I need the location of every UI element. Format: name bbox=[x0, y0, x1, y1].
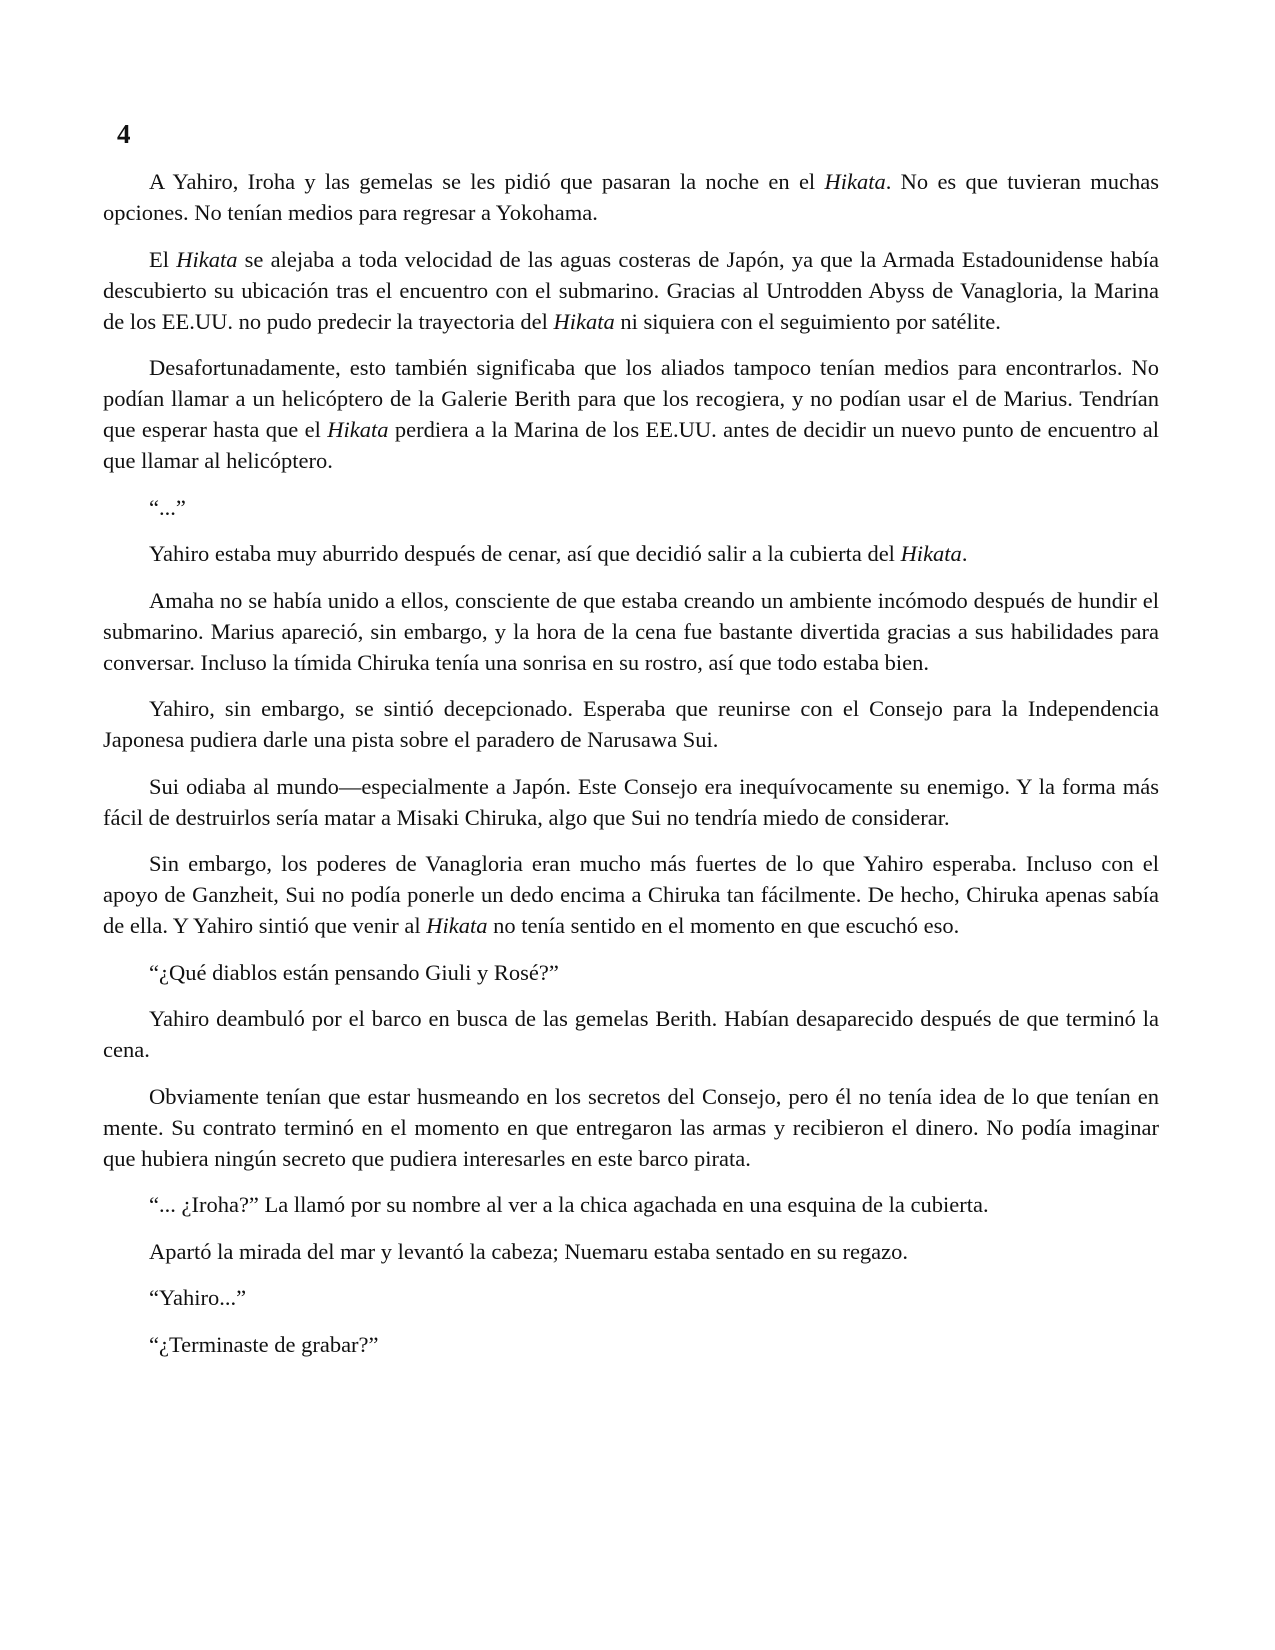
text-run: “¿Qué diablos están pensando Giuli y Rosé?” bbox=[149, 959, 559, 985]
paragraph bbox=[103, 848, 1159, 941]
italic-text: Hikata bbox=[176, 246, 238, 272]
text-run: ni siquiera con el seguimiento por satélite. bbox=[614, 308, 1001, 334]
text-run: “Yahiro...” bbox=[149, 1285, 247, 1310]
paragraph bbox=[103, 1236, 1159, 1267]
text-run: “...” bbox=[149, 494, 186, 520]
text-run: Yahiro estaba muy aburrido después de cenar, así que decidió salir a la cubierta del bbox=[149, 541, 901, 566]
text-run: Yahiro deambuló por el barco en busca de las gemelas Berith. Habían desaparecido después de que terminó la cena. bbox=[103, 1006, 1159, 1062]
text-run: Amaha no se había unido a ellos, consciente de que estaba creando un ambiente incómodo después de hundir el submarino. Marius apareció, sin embargo, y la hora de la cena fue bastante divertida gracias a sus habilidades para conversar. Incluso la tímida Chiruka tenía una sonrisa en su rostro, así que todo estaba bien. bbox=[103, 587, 1159, 675]
paragraph bbox=[103, 1329, 1159, 1360]
paragraph bbox=[103, 1189, 1159, 1220]
italic-text: Hikata bbox=[824, 169, 886, 194]
text-run: perdiera a la Marina de los EE.UU. antes de decidir un nuevo punto de encuentro al que llamar al helicóptero. bbox=[103, 417, 1159, 473]
paragraph bbox=[103, 1081, 1159, 1174]
text-run: . bbox=[961, 541, 968, 566]
text-run: se alejaba a toda velocidad de las aguas costeras de Japón, ya que la Armada Estadounidense había descubierto su ubicación tras el encuentro con el submarino. Gracias al Untrodden Abyss de Vanagloria, la Marina de los EE.UU. no pudo predecir la trayectoria del bbox=[103, 246, 1159, 334]
text-run: Yahiro, sin embargo, se sintió decepcionado. Esperaba que reunirse con el Consejo para la Independencia Japonesa pudiera darle una pista sobre el paradero de Narusawa Sui. bbox=[103, 696, 1159, 752]
paragraph bbox=[103, 585, 1159, 678]
paragraph bbox=[103, 957, 1159, 988]
text-run: . No es que tuvieran muchas opciones. No tenían medios para regresar a Yokohama. bbox=[103, 169, 1160, 225]
italic-text: Hikata bbox=[553, 308, 615, 334]
text-run: El bbox=[149, 246, 177, 272]
text-run: A Yahiro, Iroha y las gemelas se les pidió que pasaran la noche en el bbox=[149, 169, 825, 194]
italic-text: Hikata bbox=[327, 417, 389, 442]
page-body bbox=[103, 118, 1159, 1375]
paragraph bbox=[103, 492, 1159, 523]
paragraph bbox=[103, 1282, 1159, 1313]
italic-text: Hikata bbox=[426, 913, 488, 938]
text-run: Sui odiaba al mundo—especialmente a Japón. Este Consejo era inequívocamente su enemigo. Y la forma más fácil de destruirlos sería matar a Misaki Chiruka, algo que Sui no tendría miedo de considerar. bbox=[103, 773, 1159, 830]
italic-text: Hikata bbox=[900, 541, 962, 566]
text-run: “¿Terminaste de grabar?” bbox=[149, 1331, 379, 1357]
paragraph bbox=[103, 166, 1159, 228]
text-run: Sin embargo, los poderes de Vanagloria eran mucho más fuertes de lo que Yahiro esperaba. Incluso con el apoyo de Ganzheit, Sui no podía ponerle un dedo encima a Chiruka tan fácilmente. De hecho, Chiruka apenas sabía de ella. Y Yahiro sintió que venir al bbox=[103, 851, 1159, 938]
text-run: “... ¿Iroha?” La llamó por su nombre al ver a la chica agachada en una esquina de la cubierta. bbox=[149, 1192, 989, 1217]
text-body bbox=[103, 166, 1159, 1360]
paragraph bbox=[103, 1003, 1159, 1065]
text-run: no tenía sentido en el momento en que escuchó eso. bbox=[487, 913, 960, 938]
text-run: Apartó la mirada del mar y levantó la cabeza; Nuemaru estaba sentado en su regazo. bbox=[149, 1238, 909, 1264]
paragraph bbox=[103, 538, 1159, 569]
paragraph bbox=[103, 693, 1159, 755]
paragraph bbox=[103, 352, 1159, 476]
text-run: Desafortunadamente, esto también significaba que los aliados tampoco tenían medios para encontrarlos. No podían llamar a un helicóptero de la Galerie Berith para que los recogiera, y no podían usar el de Marius. Tendrían que esperar hasta que el bbox=[103, 355, 1159, 442]
paragraph bbox=[103, 244, 1159, 337]
chapter-number: 4 bbox=[117, 119, 131, 149]
text-run: Obviamente tenían que estar husmeando en los secretos del Consejo, pero él no tenía idea de lo que tenían en mente. Su contrato terminó en el momento en que entregaron las armas y recibieron el dinero. No podía imaginar que hubiera ningún secreto que pudiera interesarles en este barco pirata. bbox=[103, 1083, 1159, 1171]
paragraph bbox=[103, 771, 1159, 833]
